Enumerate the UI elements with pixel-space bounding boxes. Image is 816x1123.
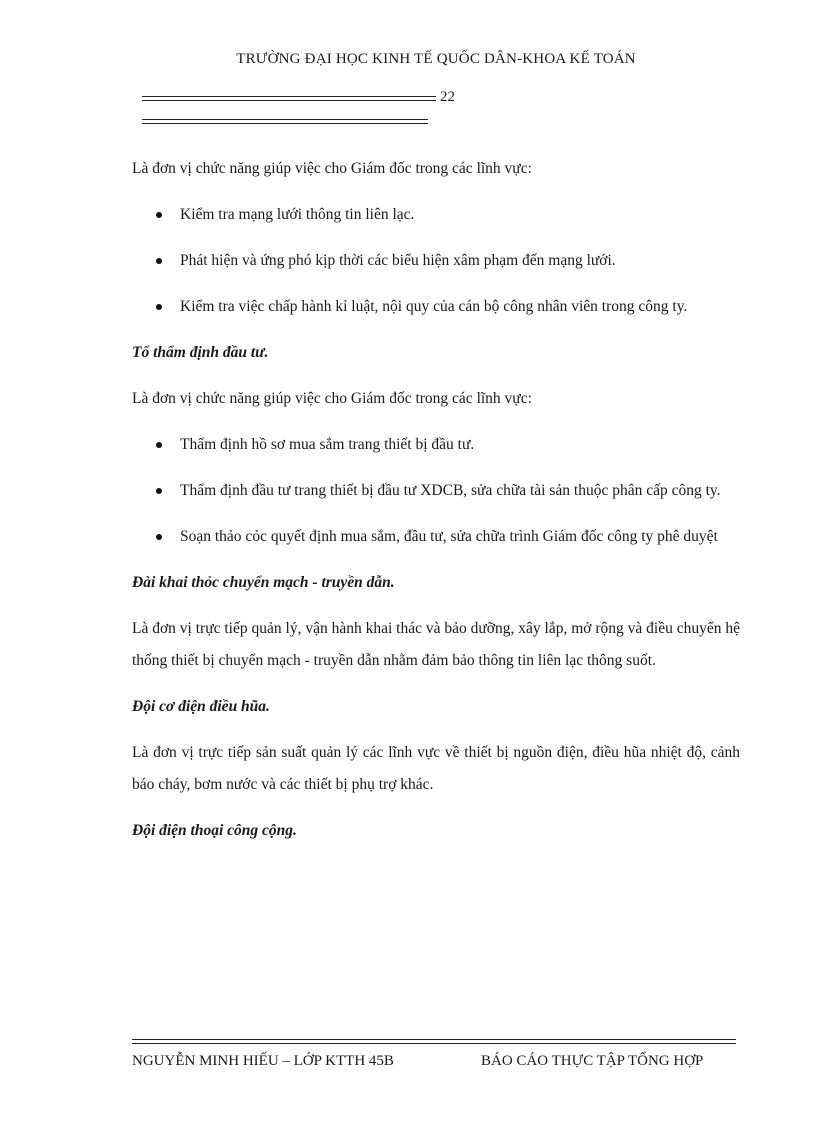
bullet-list-2	[132, 429, 740, 553]
document-body	[132, 153, 740, 861]
header-divider	[142, 96, 436, 101]
list-item-text: Thẩm định hồ sơ mua sắm trang thiết bị đầu tư.	[180, 436, 475, 453]
list-item	[132, 429, 740, 461]
switching-paragraph: Là đơn vị trực tiếp quản lý, vận hành khai thác và bảo dưỡng, xây lắp, mở rộng và điều chuyển hệ thống thiết bị chuyển mạch - truyền dẫn nhằm đảm bảo thông tin liên lạc thông suốt.	[132, 620, 740, 669]
footer-report-title: BÁO CÁO THỰC TẬP TỔNG HỢP	[481, 1053, 704, 1069]
electrical-paragraph: Là đơn vị trực tiếp sản suất quản lý các lĩnh vực về thiết bị nguồn điện, điều hũa nhiệt độ, cảnh báo cháy, bơm nước và các thiết bị phụ trợ khác.	[132, 744, 740, 793]
section-heading-switching: Đài khai thỏc chuyển mạch - truyền dẫn.	[132, 574, 395, 591]
section-heading-public-phone: Đội điện thoại công cộng.	[132, 822, 297, 839]
intro-paragraph-2: Là đơn vị chức năng giúp việc cho Giám đốc trong các lĩnh vực:	[132, 390, 532, 407]
footer-divider	[132, 1039, 736, 1044]
list-item	[132, 291, 740, 323]
bullet-icon	[156, 488, 162, 494]
list-item	[132, 199, 740, 231]
intro-paragraph-1: Là đơn vị chức năng giúp việc cho Giám đốc trong các lĩnh vực:	[132, 160, 532, 177]
section-heading-investment: Tổ thẩm định đầu tư.	[132, 344, 269, 361]
bullet-icon	[156, 304, 162, 310]
bullet-icon	[156, 258, 162, 264]
list-item-text: Thẩm định đầu tư trang thiết bị đầu tư XDCB, sửa chữa tài sản thuộc phân cấp công ty.	[180, 482, 721, 499]
list-item-text: Kiểm tra việc chấp hành kỉ luật, nội quy của cán bộ công nhân viên trong công ty.	[180, 298, 688, 315]
header-title: TRƯỜNG ĐẠI HỌC KINH TẾ QUỐC DÂN-KHOA KẾ TOÁN	[236, 51, 636, 67]
list-item	[132, 245, 740, 277]
page-number: 22	[440, 89, 455, 105]
bullet-icon	[156, 212, 162, 218]
bullet-icon	[156, 534, 162, 540]
bullet-list-1	[132, 199, 740, 323]
list-item-text: Kiểm tra mạng lưới thông tin liên lạc.	[180, 206, 415, 223]
list-item	[132, 521, 740, 553]
bullet-icon	[156, 442, 162, 448]
footer-author: NGUYỄN MINH HIẾU – LỚP KTTH 45B	[132, 1053, 394, 1069]
section-heading-electrical: Đội cơ điện điều hũa.	[132, 698, 270, 715]
header-divider-lower	[142, 119, 428, 124]
list-item	[132, 475, 740, 507]
list-item-text: Phát hiện và ứng phó kịp thời các biểu hiện xâm phạm đến mạng lưới.	[180, 252, 616, 269]
list-item-text: Soạn thảo cỏc quyết định mua sắm, đầu tư, sửa chữa trình Giám đốc công ty phê duyệt	[180, 528, 718, 545]
